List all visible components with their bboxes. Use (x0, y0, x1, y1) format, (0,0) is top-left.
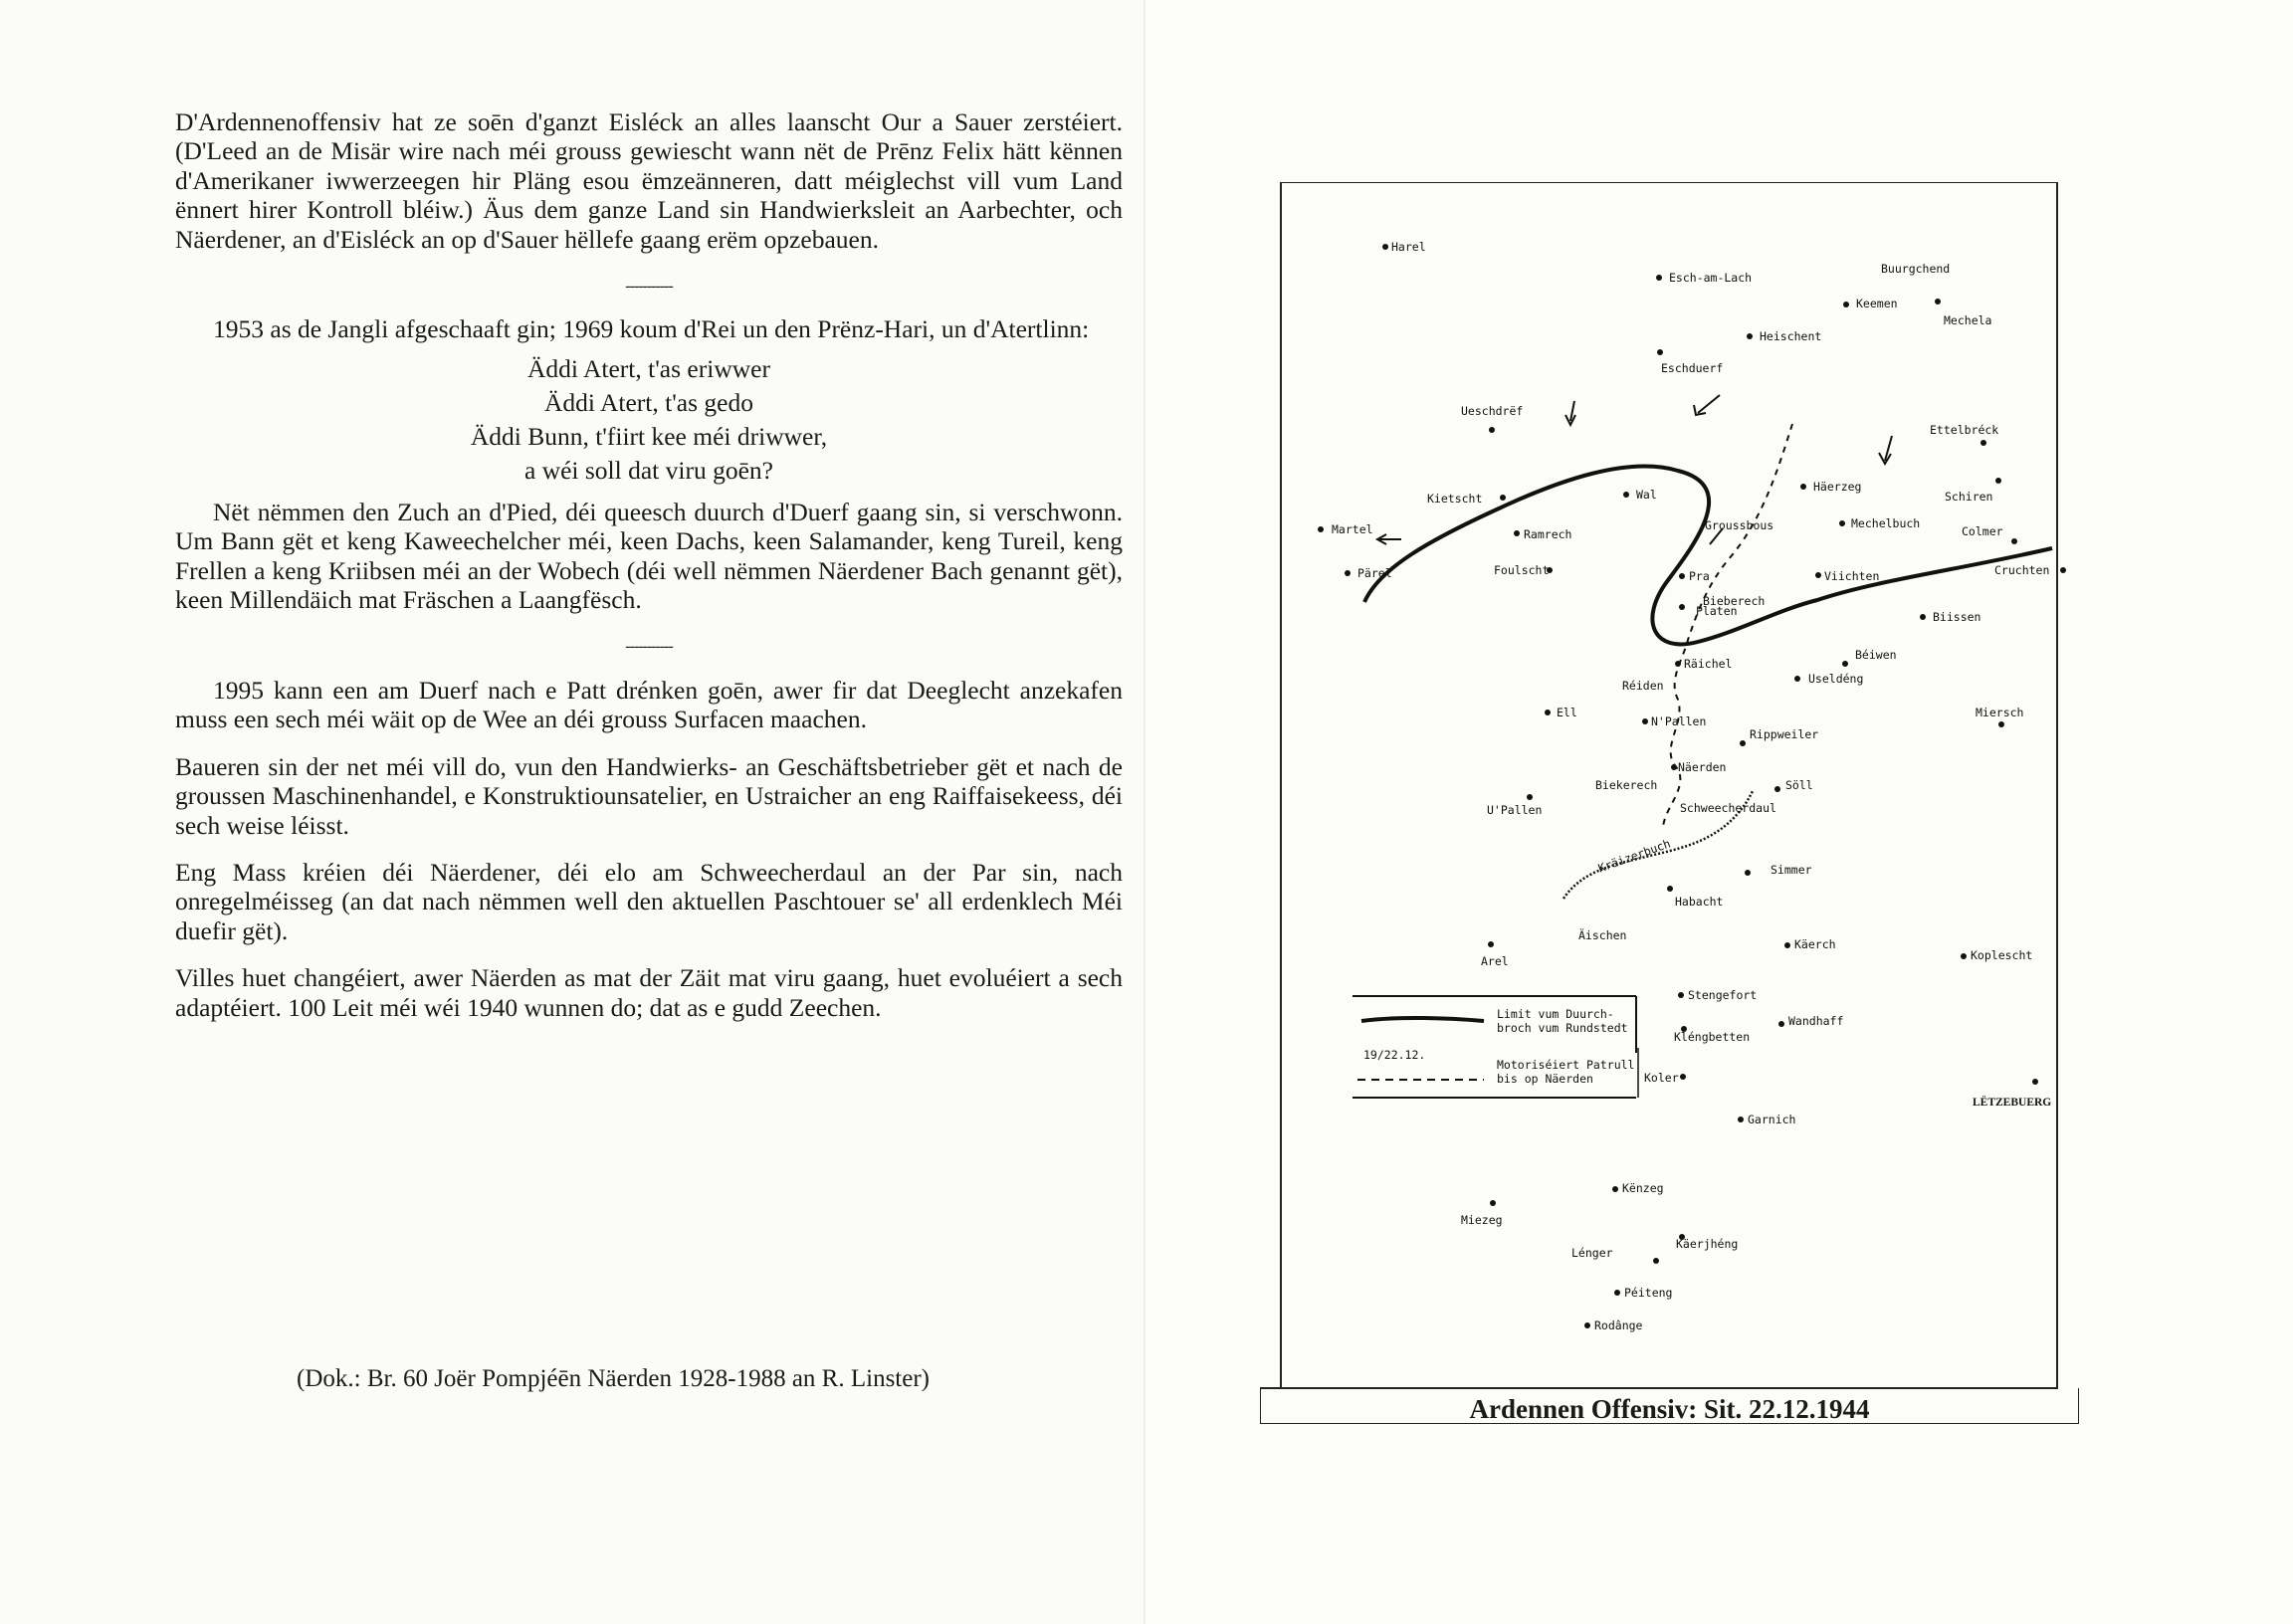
place-label: Heischent (1760, 329, 1822, 343)
place-label: Rippweiler (1750, 727, 1819, 741)
place-label: Schweecherdaul (1680, 801, 1776, 815)
place-label: N'Pallen (1651, 714, 1707, 728)
place-label: Harel (1391, 240, 1426, 254)
place-label: Buurgchend (1881, 262, 1951, 276)
place-label: Cruchten (1994, 563, 2050, 577)
place-label: Äischen (1578, 928, 1627, 942)
place-label: Häerzeg (1813, 480, 1862, 494)
source-footnote: (Dok.: Br. 60 Joër Pompjéēn Näerden 1928-1988 an R. Linster) (297, 1365, 930, 1392)
place-label: Arel (1481, 954, 1509, 968)
place-label: Péiteng (1624, 1286, 1673, 1300)
place-label: Habacht (1675, 895, 1724, 909)
legend-patrol-label (1497, 1058, 1634, 1086)
place-label: Wandhaff (1788, 1014, 1844, 1028)
place-label: Béiwen (1855, 648, 1897, 662)
place-label: Koplescht (1971, 948, 2033, 962)
place-label: Kietscht (1427, 492, 1483, 506)
place-label: Colmer (1962, 524, 2003, 538)
place-label: Rodânge (1594, 1319, 1643, 1332)
poem-line: Äddi Bunn, t'fiirt kee méi driwwer, (470, 421, 828, 451)
paragraph-1: D'Ardennenoffensiv hat ze soēn d'ganzt Eisléck an alles laanscht Our a Sauer zerstéiert. (D'Leed an de Misär wire nach méi grouss gewiescht wann nët de Prēnz Felix hätt kënnen d'Amerikaner iwwerzeegen hir Pläng esou ëmzeänneren, datt méiglechst vill vum Land ënnert hirer Kontroll bléiw.) Äus dem ganze Land sin Handwierksleit an Aarbechter, och Näerdener, an d'Eisléck an op d'Sauer hëllefe gaang erëm opzebauen. (175, 107, 1123, 254)
place-label: Keemen (1856, 297, 1898, 310)
legend-limit-label (1497, 1007, 1628, 1035)
place-label: Garnich (1748, 1113, 1796, 1126)
place-label: Platen (1696, 604, 1738, 618)
place-label: Pärel (1357, 566, 1392, 580)
paragraph-5: Baueren sin der net méi vill do, vun den Handwierks- an Geschäftsbetrieber gët et nach de groussen Maschinenhandel, e Konstruktiounsatelier, en Ustraicher an eng Raiffaisekeess, déi sech weise léisst. (175, 751, 1123, 840)
place-label: Pra (1689, 569, 1710, 583)
place-label: Foulscht (1494, 563, 1550, 577)
place-label: Schiren (1945, 490, 1993, 504)
place-label: Kléngbetten (1674, 1030, 1751, 1044)
page-fold (1144, 0, 1146, 1624)
place-label: Miezeg (1461, 1213, 1503, 1227)
poem (175, 352, 1123, 488)
place-label: Esch-am-Lach (1669, 271, 1753, 285)
place-label: Martel (1332, 522, 1373, 536)
place-label: LËTZEBUERG (1973, 1097, 2052, 1109)
paragraph-2: 1953 as de Jangli afgeschaaft gin; 1969 koum d'Rei un den Prënz-Hari, un d'Atertlinn: (213, 314, 1090, 344)
place-label: Käerch (1794, 937, 1836, 951)
text-column (175, 107, 1123, 1022)
place-label: Viichten (1824, 569, 1880, 583)
place-label: Räichel (1684, 657, 1733, 671)
place-label: Kräizerbuch (1595, 836, 1673, 876)
place-label: Näerden (1678, 760, 1727, 774)
place-label: Ettelbréck (1930, 423, 1999, 437)
place-label: Söll (1785, 778, 1813, 792)
place-label: Mechela (1944, 313, 1992, 327)
legend-line: broch vum Rundstedt (1497, 1021, 1628, 1035)
poem-line: a wéi soll dat viru goēn? (524, 455, 773, 485)
legend-line: Limit vum Duurch- (1497, 1007, 1614, 1021)
place-label: Biekerech (1595, 778, 1658, 792)
paragraph-7: Villes huet changéiert, awer Näerden as mat der Zäit mat viru gaang, huet evoluéiert a sech adaptéiert. 100 Leit méi wéi 1940 wunnen do; dat as e gudd Zeechen. (175, 963, 1123, 1022)
place-label: Lénger (1571, 1246, 1613, 1260)
place-label: Bieberech (1703, 594, 1766, 608)
place-label: Wal (1636, 488, 1657, 502)
place-label: Eschduerf (1661, 361, 1724, 375)
legend-line: bis op Näerden (1497, 1072, 1593, 1086)
map-figure (1260, 182, 2079, 1424)
legend-line: Motoriséiert Patrull (1497, 1058, 1635, 1072)
place-label: Simmer (1771, 863, 1812, 877)
place-label: Ueschdrëf (1461, 404, 1524, 418)
place-label: Mechelbuch (1851, 516, 1921, 530)
place-label: U'Pallen (1487, 803, 1543, 817)
paragraph-3: Nët nëmmen den Zuch an d'Pied, déi queesch duurch d'Duerf gaang sin, si verschwonn. Um Bann gët et keng Kaweechelcher méi, keen Dachs, keen Salamander, keng Tureil, keng Frellen a keng Kriibsen méi an der Wobech (déi well nëmmen Näerdener Bach genannt gët), keen Millendäich mat Fräschen a Laangfësch. (175, 497, 1123, 615)
legend-date: 19/22.12. (1363, 1048, 1426, 1062)
poem-line: Äddi Atert, t'as gedo (544, 387, 753, 417)
place-label: Biissen (1933, 610, 1981, 624)
place-label: Stengefort (1688, 988, 1758, 1002)
map-title: Ardennen Offensiv: Sit. 22.12.1944 (1469, 1394, 1870, 1424)
place-label: Useldéng (1808, 672, 1864, 686)
place-label: Koler (1644, 1071, 1679, 1085)
place-label: Ell (1557, 706, 1577, 719)
separator: ----------- (625, 278, 673, 296)
place-label: Réiden (1622, 679, 1664, 693)
place-label: Ramrech (1524, 527, 1572, 541)
place-label: Käerjhéng (1676, 1237, 1739, 1251)
paragraph-6: Eng Mass kréien déi Näerdener, déi elo am Schweecherdaul an der Par sin, nach onregelméisseg (an dat nach nëmmen well den aktuellen Paschtouer se' all erdenklech Méi duefir gët). (175, 857, 1123, 945)
place-label: Kënzeg (1622, 1181, 1664, 1195)
poem-line: Äddi Atert, t'as eriwwer (527, 353, 770, 383)
paragraph-4: 1995 kann een am Duerf nach e Patt drénken goēn, awer fir dat Deeglecht anzekafen muss een sech méi wäit op de Wee an déi grouss Surfacen maachen. (175, 675, 1123, 734)
place-label: Miersch (1976, 706, 2024, 719)
place-label: Groussbous (1705, 518, 1774, 532)
separator: ----------- (625, 638, 673, 656)
